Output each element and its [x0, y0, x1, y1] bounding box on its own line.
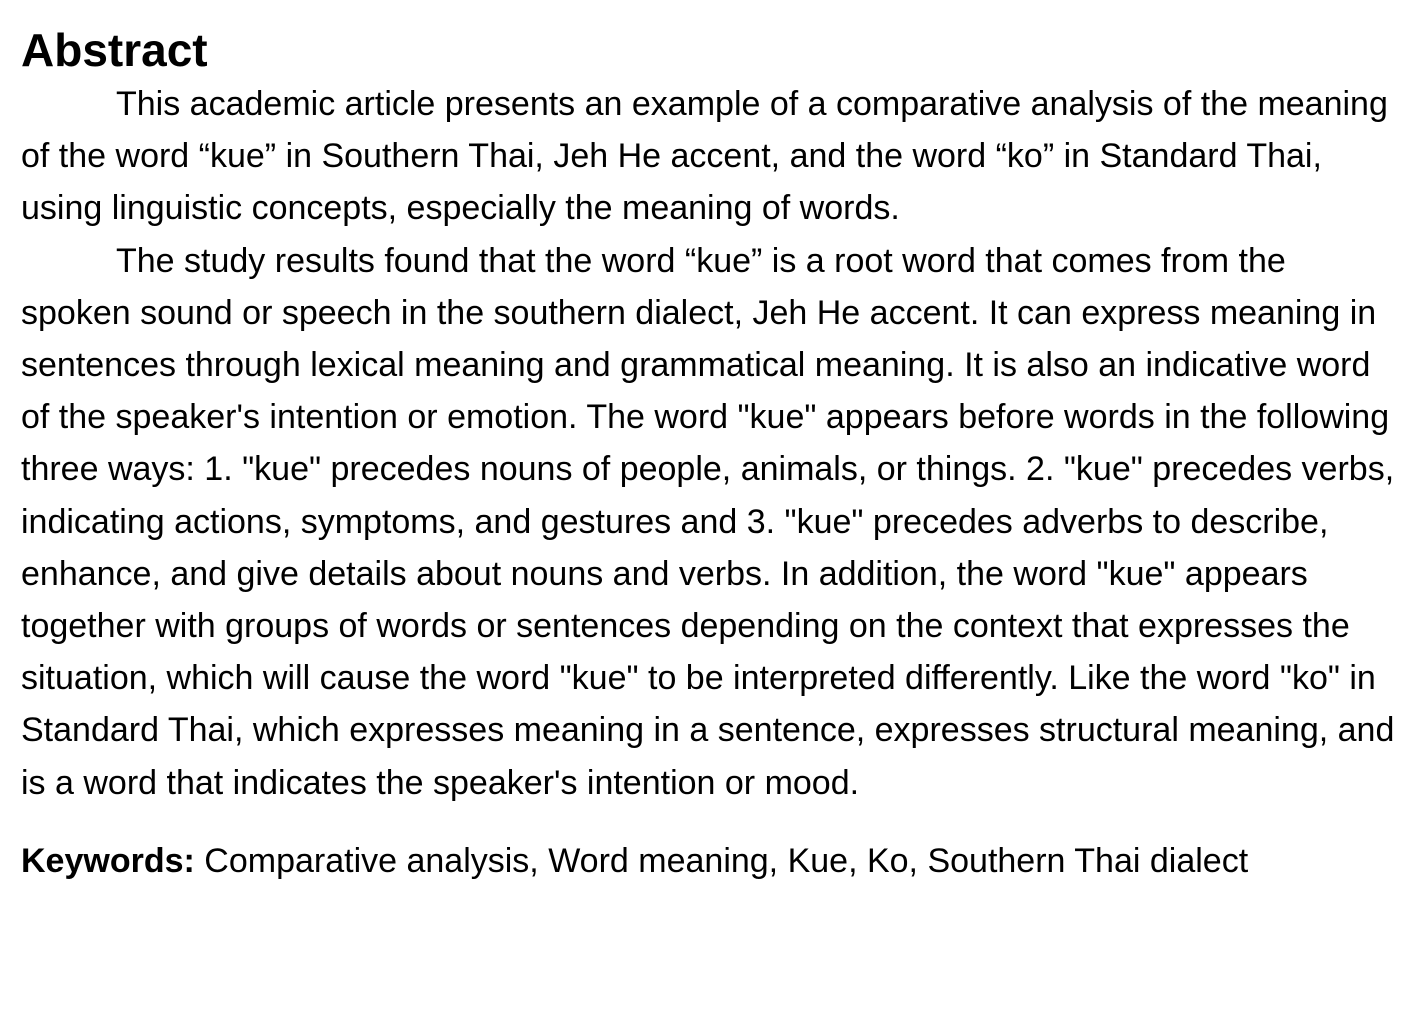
- abstract-paragraph-1: This academic article presents an example of a comparative analysis of the meaning of the word “kue” in Southern Thai, Jeh He accent, and the word “ko” in Standard Thai, using linguistic concepts, especially the meaning of words.: [21, 85, 1388, 228]
- keywords-line: [21, 835, 1399, 887]
- abstract-heading: Abstract: [21, 24, 208, 76]
- abstract-section: [21, 22, 1399, 887]
- keywords-text: Comparative analysis, Word meaning, Kue, Ko, Southern Thai dialect: [204, 841, 1249, 880]
- abstract-paragraph-2: The study results found that the word “kue” is a root word that comes from the spoken sound or speech in the southern dialect, Jeh He accent. It can express meaning in sentences through lexical meaning and grammatical meaning. It is also an indicative word of the speaker's intention or emotion. The word "kue" appears before words in the following three ways: 1. "kue" precedes nouns of people, animals, or things. 2. "kue" precedes verbs, indicating actions, symptoms, and gestures and 3. "kue" precedes adverbs to describe, enhance, and give details about nouns and verbs. In addition, the word "kue" appears together with groups of words or sentences depending on the context that expresses the situation, which will cause the word "kue" to be interpreted differently. Like the word "ko" in Standard Thai, which expresses meaning in a sentence, expresses structural meaning, and is a word that indicates the speaker's intention or mood.: [21, 241, 1395, 802]
- keywords-label: Keywords:: [21, 841, 195, 880]
